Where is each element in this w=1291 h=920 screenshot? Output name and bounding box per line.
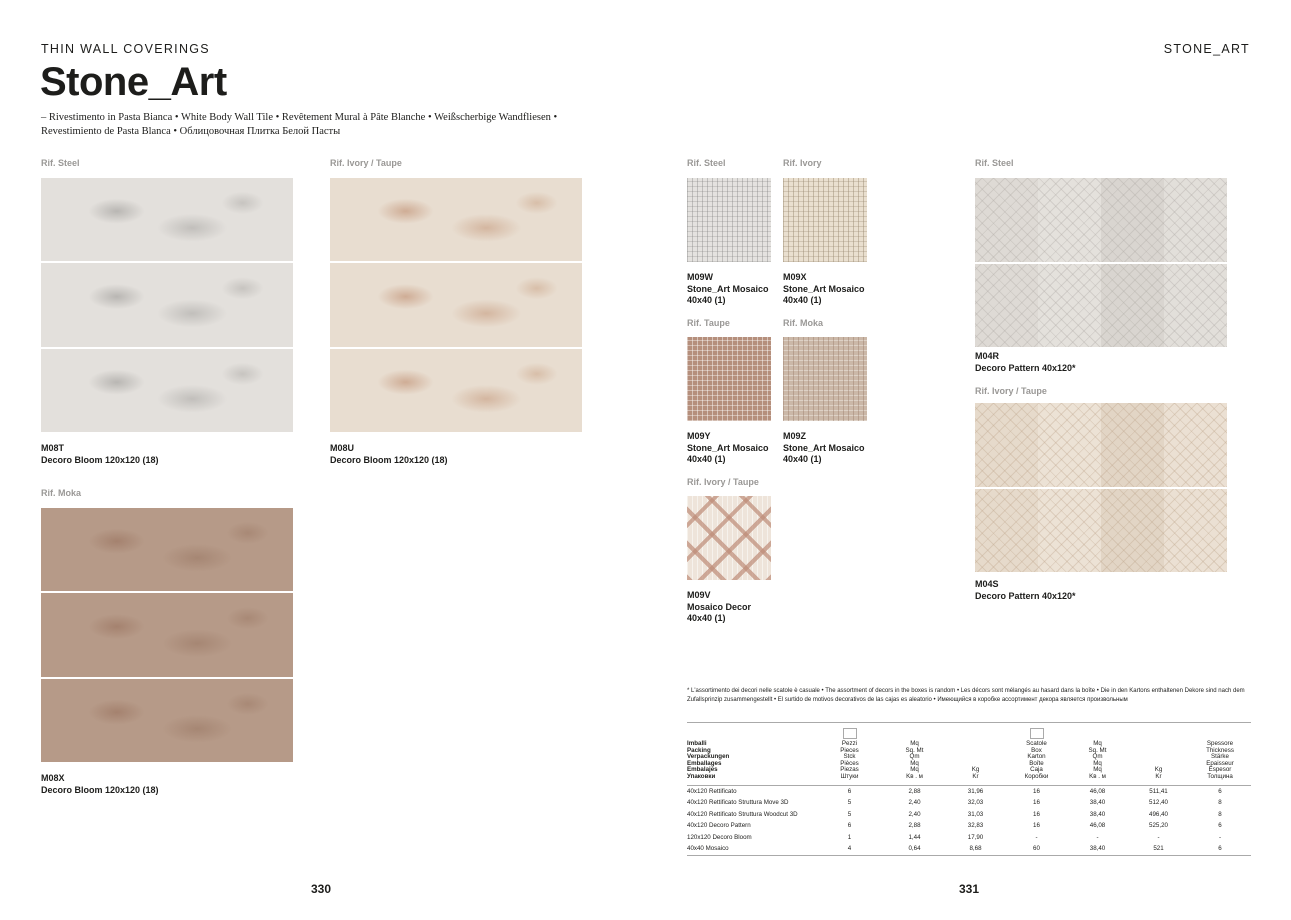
table-row: [687, 809, 1251, 821]
table-cell: 2,88: [908, 787, 921, 795]
table-cell: 6: [847, 787, 852, 795]
table-cell: 31,03: [967, 810, 984, 818]
ref-label: Rif. Steel: [41, 158, 80, 168]
product-desc: Decoro Pattern 40x120*: [975, 362, 1076, 373]
product-name: Mosaico Decor: [687, 601, 752, 612]
product-caption: [330, 443, 448, 466]
header-pieces: [815, 723, 884, 785]
table-cell: -: [1157, 833, 1160, 841]
product-name: Stone_Art Mosaico: [783, 283, 865, 294]
table-cell: 38,40: [1089, 799, 1106, 807]
product-code: M09X: [783, 272, 807, 282]
table-cell: 5: [847, 799, 852, 807]
product-code: M08X: [41, 773, 65, 783]
table-cell: 1: [847, 833, 852, 841]
table-cell: 1,44: [908, 833, 921, 841]
tile-image-m04r: [975, 178, 1227, 347]
table-cell: 8: [1218, 810, 1222, 818]
table-cell: 16: [1033, 810, 1040, 818]
tile-image-m09w: [687, 178, 771, 262]
tile-image-m09v: [687, 496, 771, 580]
header-kg-pallet: Kg Kr: [1154, 766, 1163, 780]
ref-label: Rif. Steel: [687, 158, 726, 168]
packing-table: [687, 722, 1251, 856]
table-cell: 40x120 Rettificato Struttura Woodcut 3D: [687, 810, 798, 818]
subtitle: – Rivestimento in Pasta Bianca • White Body Wall Tile • Revêtement Mural à Pâte Blanche • Weißscherbige Wandfliesen • Revestimiento de Pasta Blanca • Облицовочная Плитка Белой Пасты: [41, 112, 558, 137]
product-name: Stone_Art Mosaico: [687, 442, 769, 453]
product-caption: [41, 443, 159, 466]
assortment-note: * L'assortimento dei decori nelle scatole è casuale • The assortment of decors in the boxes is random • Les décors sont mélangés au hasard dans la boîte • Die in den Kartons enthaltenen Dekore sind nach dem Zufallsprinzip zusammengestellt • El surtido de motivos decorativos de las cajas es aleatorio • Имеющийся в коробке ассортимент декора является произвольным: [687, 688, 1245, 703]
header-boxes: [1006, 723, 1067, 785]
table-cell: 46,08: [1089, 822, 1106, 830]
table-cell: 40x40 Mosaico: [687, 845, 729, 853]
page-number: 331: [959, 882, 980, 896]
table-cell: 6: [1218, 845, 1222, 853]
table-cell: 40x120 Rettificato Struttura Move 3D: [687, 799, 789, 807]
tile-image-m08x: [41, 508, 293, 762]
table-cell: 2,40: [908, 810, 921, 818]
table-cell: 120x120 Decoro Bloom: [687, 833, 752, 841]
table-cell: 31,96: [967, 787, 984, 795]
product-desc: Decoro Pattern 40x120*: [975, 590, 1076, 601]
product-caption: [687, 590, 751, 625]
table-row: [687, 797, 1251, 809]
header-thickness: Spessore Thickness Stärke Epaisseur Espesor Толщина: [1206, 740, 1234, 780]
table-row: [687, 843, 1251, 855]
header-text: Pezzi Pieces Stck Pièces Piezas Штуки: [840, 740, 859, 780]
product-code: M09V: [687, 590, 711, 600]
section-header: STONE_ART: [1163, 42, 1250, 56]
table-cell: 511,41: [1149, 787, 1168, 795]
table-cell: 0,64: [908, 845, 921, 853]
table-cell: 40x120 Rettificato: [687, 787, 737, 795]
product-desc: Decoro Bloom 120x120 (18): [330, 454, 448, 465]
pallet-icon: [1030, 728, 1044, 739]
page-number: 330: [311, 882, 332, 896]
table-row: [687, 832, 1251, 844]
product-size: 40x40 (1): [687, 295, 726, 305]
ref-label: Rif. Ivory / Taupe: [975, 386, 1047, 396]
table-cell: -: [1096, 833, 1099, 841]
table-cell: 2,40: [908, 799, 921, 807]
product-name: Stone_Art Mosaico: [783, 442, 865, 453]
product-size: 40x40 (1): [783, 295, 822, 305]
product-caption: [783, 272, 865, 307]
product-caption: [783, 431, 865, 466]
table-cell: 46,08: [1089, 787, 1106, 795]
table-cell: 17,90: [967, 833, 984, 841]
table-cell: 496,40: [1149, 810, 1168, 818]
tile-image-m09z: [783, 337, 867, 421]
tile-image-m08t: [41, 178, 293, 432]
header-sqm: Mq Sq. Mt Qm Mq Mq Kв . м: [905, 740, 924, 780]
header-packing: Imballi Packing Verpackungen Emballages Embalajes Упаковки: [687, 740, 730, 780]
tile-image-m09y: [687, 337, 771, 421]
tile-image-m08u: [330, 178, 582, 432]
product-code: M08T: [41, 443, 65, 453]
table-cell: 32,03: [967, 799, 984, 807]
tile-image-m09x: [783, 178, 867, 262]
header-sqm-pallet: Mq Sq. Mt Qm Mq Mq Kв . м: [1088, 740, 1107, 780]
header-text: Scatole Box Karton Boîte Caja Коробки: [1024, 740, 1049, 780]
table-cell: 16: [1033, 799, 1040, 807]
category-label: THIN WALL COVERINGS: [41, 42, 210, 56]
product-desc: Decoro Bloom 120x120 (18): [41, 784, 159, 795]
product-code: M09W: [687, 272, 714, 282]
table-cell: 521: [1153, 845, 1164, 853]
tile-image-m04s: [975, 403, 1227, 572]
product-caption: [975, 351, 1076, 374]
product-caption: [975, 579, 1076, 602]
table-cell: 6: [1218, 787, 1222, 795]
product-caption: [41, 773, 159, 796]
product-code: M09Y: [687, 431, 711, 441]
table-cell: 60: [1033, 845, 1040, 853]
table-cell: 6: [1218, 822, 1222, 830]
table-cell: 38,40: [1089, 810, 1106, 818]
product-size: 40x40 (1): [783, 454, 822, 464]
product-size: 40x40 (1): [687, 454, 726, 464]
ref-label: Rif. Taupe: [687, 318, 730, 328]
product-code: M08U: [330, 443, 355, 453]
table-cell: 4: [847, 845, 852, 853]
product-code: M04R: [975, 351, 1000, 361]
product-code: M04S: [975, 579, 999, 589]
table-cell: -: [1218, 833, 1222, 841]
table-cell: -: [1035, 833, 1038, 841]
table-cell: 8: [1218, 799, 1222, 807]
table-cell: 16: [1033, 787, 1040, 795]
ref-label: Rif. Moka: [41, 488, 82, 498]
table-cell: 8,68: [969, 845, 982, 853]
box-icon: [843, 728, 857, 739]
table-row: [687, 785, 1251, 797]
table-cell: 2,88: [908, 822, 921, 830]
ref-label: Rif. Ivory: [783, 158, 822, 168]
table-cell: 40x120 Decoro Pattern: [687, 822, 751, 830]
product-code: M09Z: [783, 431, 807, 441]
ref-label: Rif. Steel: [975, 158, 1014, 168]
table-cell: 512,40: [1149, 799, 1168, 807]
table-cell: 32,83: [967, 822, 984, 830]
product-caption: [687, 272, 769, 307]
ref-label: Rif. Moka: [783, 318, 824, 328]
table-cell: 16: [1033, 822, 1040, 830]
ref-label: Rif. Ivory / Taupe: [687, 477, 759, 487]
header-kg: Kg Kr: [971, 766, 980, 780]
product-name: Stone_Art Mosaico: [687, 283, 769, 294]
ref-label: Rif. Ivory / Taupe: [330, 158, 402, 168]
table-cell: 38,40: [1089, 845, 1106, 853]
table-cell: 5: [847, 810, 852, 818]
table-row: [687, 820, 1251, 832]
product-size: 40x40 (1): [687, 613, 726, 623]
product-caption: [687, 431, 769, 466]
table-cell: 525,20: [1149, 822, 1168, 830]
page-title: Stone_Art: [40, 60, 227, 104]
product-desc: Decoro Bloom 120x120 (18): [41, 454, 159, 465]
table-cell: 6: [847, 822, 852, 830]
